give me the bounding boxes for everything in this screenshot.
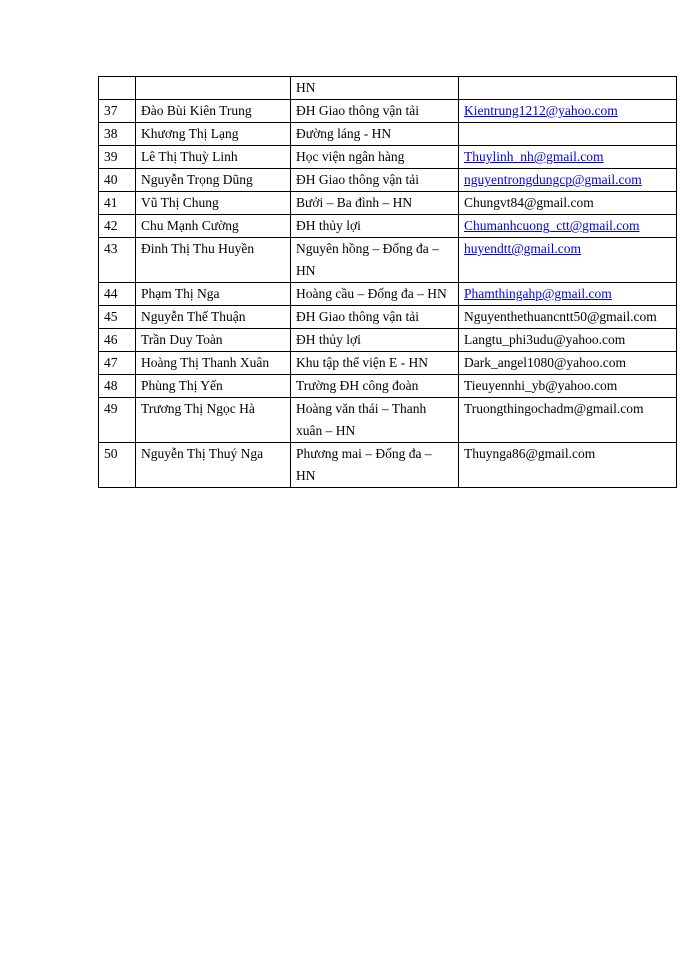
table-row — [99, 398, 677, 443]
name-cell: Chu Mạnh Cường — [136, 215, 291, 238]
row-number-cell: 37 — [99, 100, 136, 123]
address-cell: Hoàng văn thái – Thanh xuân – HN — [291, 398, 459, 443]
row-number-cell: 50 — [99, 443, 136, 488]
name-cell — [136, 77, 291, 100]
email-cell — [459, 215, 677, 238]
name-cell: Nguyễn Thế Thuận — [136, 306, 291, 329]
email-text: Langtu_phi3udu@yahoo.com — [464, 332, 626, 347]
table-row — [99, 146, 677, 169]
table-row — [99, 352, 677, 375]
row-number-cell: 47 — [99, 352, 136, 375]
email-text: Chungvt84@gmail.com — [464, 195, 594, 210]
address-cell: ĐH Giao thông vận tải — [291, 100, 459, 123]
name-cell: Đào Bùi Kiên Trung — [136, 100, 291, 123]
name-cell: Trương Thị Ngọc Hà — [136, 398, 291, 443]
contact-table — [98, 76, 677, 488]
name-cell: Hoàng Thị Thanh Xuân — [136, 352, 291, 375]
email-cell — [459, 77, 677, 100]
email-text: Truongthingochadm@gmail.com — [464, 401, 644, 416]
address-cell: ĐH Giao thông vận tải — [291, 169, 459, 192]
address-cell: Học viện ngân hàng — [291, 146, 459, 169]
email-link[interactable]: Chumanhcuong_ctt@gmail.com — [464, 218, 640, 233]
email-cell — [459, 146, 677, 169]
address-cell: HN — [291, 77, 459, 100]
table-row — [99, 192, 677, 215]
row-number-cell: 48 — [99, 375, 136, 398]
address-cell: Đường láng - HN — [291, 123, 459, 146]
email-cell — [459, 192, 677, 215]
address-cell: ĐH thủy lợi — [291, 215, 459, 238]
email-cell — [459, 123, 677, 146]
row-number-cell: 40 — [99, 169, 136, 192]
email-cell — [459, 398, 677, 443]
name-cell: Nguyễn Trọng Dũng — [136, 169, 291, 192]
address-cell: Bưởi – Ba đình – HN — [291, 192, 459, 215]
name-cell: Lê Thị Thuỳ Linh — [136, 146, 291, 169]
email-cell — [459, 352, 677, 375]
email-cell — [459, 329, 677, 352]
email-link[interactable]: nguyentrongdungcp@gmail.com — [464, 172, 642, 187]
table-row — [99, 306, 677, 329]
name-cell: Phùng Thị Yến — [136, 375, 291, 398]
table-row — [99, 123, 677, 146]
table-row — [99, 375, 677, 398]
table-row — [99, 100, 677, 123]
address-cell: Hoàng cầu – Đống đa – HN — [291, 283, 459, 306]
row-number-cell: 45 — [99, 306, 136, 329]
address-cell: Phương mai – Đống đa – HN — [291, 443, 459, 488]
email-cell — [459, 169, 677, 192]
email-link[interactable]: Kientrung1212@yahoo.com — [464, 103, 618, 118]
name-cell: Vũ Thị Chung — [136, 192, 291, 215]
email-cell — [459, 306, 677, 329]
address-cell: ĐH thủy lợi — [291, 329, 459, 352]
row-number-cell: 39 — [99, 146, 136, 169]
email-text: Tieuyennhi_yb@yahoo.com — [464, 378, 618, 393]
email-cell — [459, 100, 677, 123]
email-link[interactable]: huyendtt@gmail.com — [464, 241, 582, 256]
table-row — [99, 238, 677, 283]
name-cell: Trần Duy Toàn — [136, 329, 291, 352]
email-text: Nguyenthethuancntt50@gmail.com — [464, 309, 657, 324]
email-cell — [459, 443, 677, 488]
name-cell: Nguyễn Thị Thuý Nga — [136, 443, 291, 488]
row-number-cell: 38 — [99, 123, 136, 146]
table-row — [99, 169, 677, 192]
email-text: Thuynga86@gmail.com — [464, 446, 596, 461]
row-number-cell — [99, 77, 136, 100]
table-row — [99, 215, 677, 238]
row-number-cell: 46 — [99, 329, 136, 352]
address-cell: ĐH Giao thông vận tải — [291, 306, 459, 329]
name-cell: Đinh Thị Thu Huyền — [136, 238, 291, 283]
email-link[interactable]: Phamthingahp@gmail.com — [464, 286, 612, 301]
row-number-cell: 44 — [99, 283, 136, 306]
row-number-cell: 42 — [99, 215, 136, 238]
address-cell: Khu tập thể viện E - HN — [291, 352, 459, 375]
row-number-cell: 41 — [99, 192, 136, 215]
name-cell: Khương Thị Lạng — [136, 123, 291, 146]
table-body — [99, 77, 677, 488]
address-cell: Trường ĐH công đoàn — [291, 375, 459, 398]
email-text: Dark_angel1080@yahoo.com — [464, 355, 627, 370]
email-cell — [459, 375, 677, 398]
row-number-cell: 43 — [99, 238, 136, 283]
table-row — [99, 283, 677, 306]
name-cell: Phạm Thị Nga — [136, 283, 291, 306]
email-cell — [459, 238, 677, 283]
table-row — [99, 443, 677, 488]
email-cell — [459, 283, 677, 306]
table-row — [99, 77, 677, 100]
address-cell: Nguyên hồng – Đống đa – HN — [291, 238, 459, 283]
row-number-cell: 49 — [99, 398, 136, 443]
email-link[interactable]: Thuylinh_nh@gmail.com — [464, 149, 604, 164]
table-row — [99, 329, 677, 352]
